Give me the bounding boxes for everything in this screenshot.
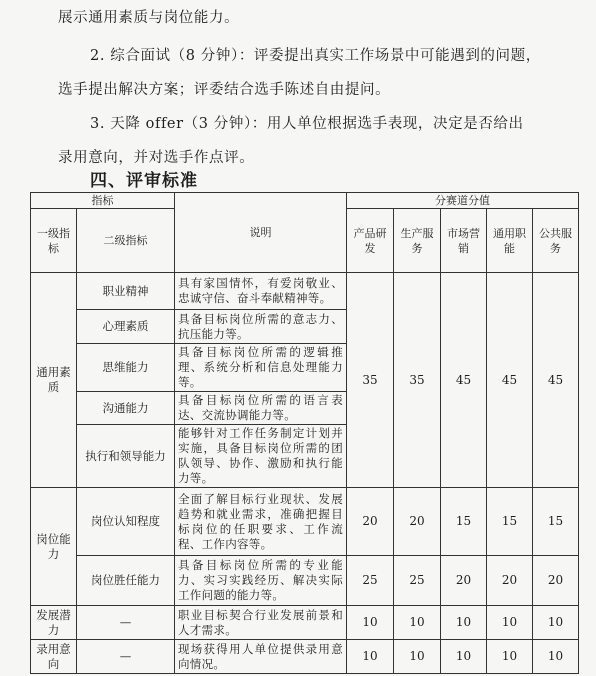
level1-cell: 岗位能力 xyxy=(31,488,77,606)
table-row xyxy=(31,640,579,674)
header-track: 通用职能 xyxy=(487,209,533,273)
score-cell: 15 xyxy=(533,488,579,556)
score-cell: 10 xyxy=(347,606,394,640)
score-cell: 20 xyxy=(347,488,394,556)
score-cell: 10 xyxy=(487,640,533,674)
header-track: 产品研发 xyxy=(347,209,394,273)
score-cell: 10 xyxy=(441,640,487,674)
table-row xyxy=(31,606,579,640)
score-cell: 25 xyxy=(347,556,394,606)
score-cell: 20 xyxy=(394,488,441,556)
description-cell: 具备目标岗位所需的语言表达、交流协调能力等。 xyxy=(175,392,347,425)
score-cell: 10 xyxy=(533,606,579,640)
level2-cell: 心理素质 xyxy=(77,310,175,344)
score-cell: 10 xyxy=(441,606,487,640)
header-level1: 一级指标 xyxy=(31,209,77,273)
score-cell: 10 xyxy=(394,606,441,640)
level2-cell: 执行和领导能力 xyxy=(77,425,175,488)
description-cell: 具备目标岗位所需的逻辑推理、系统分析和信息处理能力等。 xyxy=(175,344,347,392)
score-cell: 10 xyxy=(394,640,441,674)
score-cell: 35 xyxy=(394,273,441,488)
score-cell: 20 xyxy=(533,556,579,606)
table-row xyxy=(31,488,579,556)
score-cell: 15 xyxy=(441,488,487,556)
description-cell: 具备目标岗位所需的意志力、抗压能力等。 xyxy=(175,310,347,344)
score-cell: 25 xyxy=(394,556,441,606)
level2-cell: — xyxy=(77,640,175,674)
paragraph-line: 选手提出解决方案；评委结合选手陈述自由提问。 xyxy=(58,82,391,98)
description-cell: 现场获得用人单位提供录用意向情况。 xyxy=(175,640,347,674)
criteria-table xyxy=(30,192,579,674)
level1-cell: 通用素质 xyxy=(31,273,77,488)
score-cell: 35 xyxy=(347,273,394,488)
level2-cell: 岗位认知程度 xyxy=(77,488,175,556)
header-track: 市场营销 xyxy=(441,209,487,273)
header-track: 生产服务 xyxy=(394,209,441,273)
header-track: 公共服务 xyxy=(533,209,579,273)
level2-cell: — xyxy=(77,606,175,640)
score-cell: 10 xyxy=(533,640,579,674)
description-cell: 具有家国情怀，有爱岗敬业、忠诚守信、奋斗奉献精神等。 xyxy=(175,273,347,310)
level1-cell: 录用意向 xyxy=(31,640,77,674)
score-cell: 20 xyxy=(487,556,533,606)
description-cell: 全面了解目标行业现状、发展趋势和就业需求，准确把握目标岗位的任职要求、工作流程、工作内容等。 xyxy=(175,488,347,556)
level2-cell: 思维能力 xyxy=(77,344,175,392)
description-cell: 职业目标契合行业发展前景和人才需求。 xyxy=(175,606,347,640)
level2-cell: 岗位胜任能力 xyxy=(77,556,175,606)
table-row xyxy=(31,273,579,310)
header-indicator: 指标 xyxy=(31,193,175,209)
score-cell: 10 xyxy=(347,640,394,674)
score-cell: 15 xyxy=(487,488,533,556)
score-cell: 20 xyxy=(441,556,487,606)
level2-cell: 职业精神 xyxy=(77,273,175,310)
header-track-scores: 分赛道分值 xyxy=(347,193,579,209)
level1-cell: 发展潜力 xyxy=(31,606,77,640)
description-cell: 能够针对工作任务制定计划并实施，具备目标岗位所需的团队领导、协作、激励和执行能力等。 xyxy=(175,425,347,488)
score-cell: 45 xyxy=(487,273,533,488)
paragraph-line: 3. 天降 offer（3 分钟）：用人单位根据选手表现，决定是否给出 xyxy=(90,116,524,132)
header-level2: 二级指标 xyxy=(77,209,175,273)
score-cell: 10 xyxy=(487,606,533,640)
section-title: 四、评审标准 xyxy=(90,171,198,191)
table-row xyxy=(31,556,579,606)
paragraph-line: 展示通用素质与岗位能力。 xyxy=(58,10,240,26)
level2-cell: 沟通能力 xyxy=(77,392,175,425)
description-cell: 具备目标岗位所需的专业能力、实习实践经历、解决实际工作问题的能力等。 xyxy=(175,556,347,606)
score-cell: 45 xyxy=(441,273,487,488)
score-cell: 45 xyxy=(533,273,579,488)
paragraph-line: 2. 综合面试（8 分钟）：评委提出真实工作场景中可能遇到的问题， xyxy=(90,48,541,64)
header-description: 说明 xyxy=(175,193,347,273)
paragraph-line: 录用意向，并对选手作点评。 xyxy=(58,150,255,166)
